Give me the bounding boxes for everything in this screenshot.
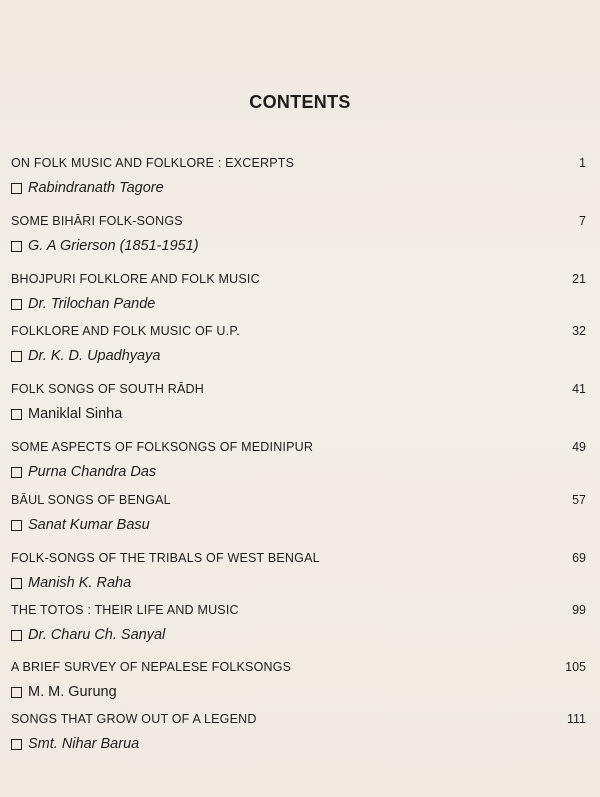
toc-entry bbox=[11, 214, 586, 256]
square-bullet-icon bbox=[11, 739, 22, 750]
square-bullet-icon bbox=[11, 241, 22, 252]
toc-entry-page: 32 bbox=[572, 324, 586, 338]
toc-entry-title: BĀUL SONGS OF BENGAL bbox=[11, 493, 171, 507]
toc-entry-page: 41 bbox=[572, 382, 586, 396]
toc-entry-row bbox=[11, 214, 586, 232]
toc-entry-page: 1 bbox=[579, 156, 586, 170]
toc-entry bbox=[11, 440, 586, 482]
toc-entry-row bbox=[11, 382, 586, 400]
toc-entry-row bbox=[11, 660, 586, 678]
square-bullet-icon bbox=[11, 351, 22, 362]
toc-entry-title: A BRIEF SURVEY OF NEPALESE FOLKSONGS bbox=[11, 660, 292, 674]
toc-entry-title: FOLKLORE AND FOLK MUSIC OF U.P. bbox=[11, 324, 240, 338]
toc-entry-title: ON FOLK MUSIC AND FOLKLORE : EXCERPTS bbox=[11, 156, 295, 170]
toc-entry-row bbox=[11, 156, 586, 174]
toc-entry-row bbox=[11, 493, 586, 511]
toc-entry bbox=[11, 603, 586, 645]
toc-entry-title: THE TOTOS : THEIR LIFE AND MUSIC bbox=[11, 603, 239, 617]
square-bullet-icon bbox=[11, 578, 22, 589]
toc-entry-title: FOLK-SONGS OF THE TRIBALS OF WEST BENGAL bbox=[11, 551, 320, 565]
toc-entry-page: 99 bbox=[572, 603, 586, 617]
toc-entry-author: G. A Grierson (1851-1951) bbox=[28, 238, 199, 254]
toc-entry-page: 49 bbox=[572, 440, 586, 454]
toc-entry-author: Sanat Kumar Basu bbox=[28, 517, 150, 533]
square-bullet-icon bbox=[11, 630, 22, 641]
toc-entry-author-line bbox=[11, 404, 586, 424]
toc-entry-title: SOME BIHĀRI FOLK-SONGS bbox=[11, 214, 183, 228]
toc-entry-page: 69 bbox=[572, 551, 586, 565]
toc-entry-author: Purna Chandra Das bbox=[28, 464, 157, 480]
toc-entry-author-line bbox=[11, 178, 586, 198]
square-bullet-icon bbox=[11, 409, 22, 420]
toc-entry bbox=[11, 272, 586, 314]
toc-entry-author-line bbox=[11, 236, 586, 256]
toc-entry-author: M. M. Gurung bbox=[28, 684, 117, 700]
toc-entry-title: BHOJPURI FOLKLORE AND FOLK MUSIC bbox=[11, 272, 260, 286]
toc-entry-page: 105 bbox=[565, 660, 586, 674]
toc-entry-author-line bbox=[11, 515, 586, 535]
square-bullet-icon bbox=[11, 687, 22, 698]
toc-entry-title: FOLK SONGS OF SOUTH RĀDH bbox=[11, 382, 205, 396]
toc-entry-page: 7 bbox=[579, 214, 586, 228]
toc-entry-row bbox=[11, 324, 586, 342]
toc-entry-author: Rabindranath Tagore bbox=[28, 180, 164, 196]
toc-entry-row bbox=[11, 603, 586, 621]
toc-entry-author-line bbox=[11, 682, 586, 702]
toc-entry bbox=[11, 660, 586, 702]
square-bullet-icon bbox=[11, 520, 22, 531]
toc-entry-author-line bbox=[11, 294, 586, 314]
toc-entry-row bbox=[11, 272, 586, 290]
toc-entry-page: 111 bbox=[566, 712, 586, 726]
toc-entry-page: 21 bbox=[572, 272, 586, 286]
toc-entry-author-line bbox=[11, 462, 586, 482]
square-bullet-icon bbox=[11, 467, 22, 478]
toc-entry bbox=[11, 493, 586, 535]
toc-entry-author-line bbox=[11, 573, 586, 593]
toc-entry bbox=[11, 382, 586, 424]
toc-entry-author-line bbox=[11, 346, 586, 366]
toc-entry-author: Dr. Charu Ch. Sanyal bbox=[28, 627, 166, 643]
toc-entry-title: SONGS THAT GROW OUT OF A LEGEND bbox=[11, 712, 257, 726]
toc-entry-author: Smt. Nihar Barua bbox=[28, 736, 140, 752]
toc-entry-page: 57 bbox=[572, 493, 586, 507]
square-bullet-icon bbox=[11, 183, 22, 194]
square-bullet-icon bbox=[11, 299, 22, 310]
toc-entry-author-line bbox=[11, 734, 586, 754]
toc-entry-row bbox=[11, 440, 586, 458]
toc-entry-author: Dr. K. D. Upadhyaya bbox=[28, 348, 161, 364]
toc-entry bbox=[11, 156, 586, 198]
toc-entry-author: Dr. Trilochan Pande bbox=[28, 296, 156, 312]
toc-entry-author-line bbox=[11, 625, 586, 645]
toc-entry bbox=[11, 712, 586, 754]
toc-entry-row bbox=[11, 712, 586, 730]
toc-entry-title: SOME ASPECTS OF FOLKSONGS OF MEDINIPUR bbox=[11, 440, 314, 454]
toc-entry-row bbox=[11, 551, 586, 569]
toc-entry bbox=[11, 551, 586, 593]
page-title: CONTENTS bbox=[249, 92, 351, 112]
toc-entry bbox=[11, 324, 586, 366]
toc-entry-author: Maniklal Sinha bbox=[28, 406, 123, 422]
toc-entry-author: Manish K. Raha bbox=[28, 575, 132, 591]
